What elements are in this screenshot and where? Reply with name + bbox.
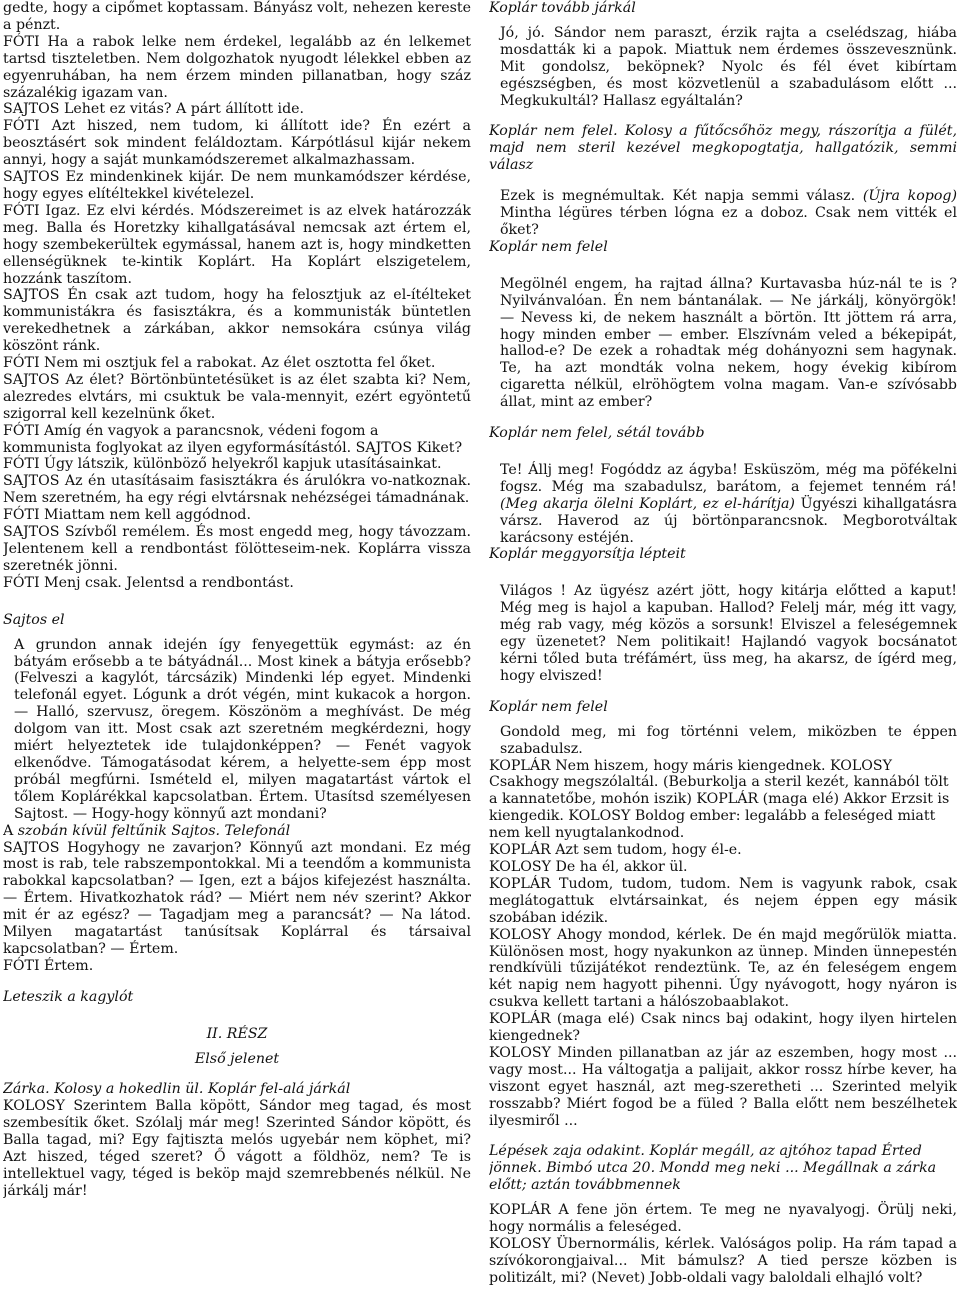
paragraph: KOLOSY Minden pillanatban az jár az eszemben, hogy most ... vagy most... Ha váltogatja a palijait, akkor rossz hírbe kever, ha viszont egyet használ, azt meg-szeretheti ... Szerinted melyik rosszabb? Miért fogod be a füled ? Balla előtt nem beszélhetek ilyesmiről ...	[489, 1044, 957, 1129]
monologue-paragraph: Jó, jó. Sándor nem paraszt, érzik rajta a cselédszag, hiába mosdatták ki a papok. Miattuk nem érdemes összevesznünk. Mit gondolsz, beköpnek? Nyolc és fél évet kibírtam egészségben, és most közvetlenül a szabadulásom előtt ... Megkukultál? Hallasz egyáltalán?	[500, 24, 957, 109]
stage-direction: Lépések zaja odakint. Koplár megáll, az ajtóhoz tapad Érted jönnek. Bimbó utca 20. Mondd meg neki ... Megállnak a zárka előtt; aztán továbbmennek	[489, 1143, 937, 1194]
text-run-italic: (Újra kopog)	[862, 188, 957, 205]
paragraph: SAJTOS Az élet? Börtönbüntetésüket is az élet szabta ki? Nem, alezredes elvtárs, mi csuktuk be vala-mennyit, ezért egyöntetű szigorral kell kezelnünk őket.	[3, 371, 471, 422]
paragraph: FÓTI Nem mi osztjuk fel a rabokat. Az élet osztotta fel őket.	[3, 355, 436, 372]
monologue-paragraph	[489, 462, 957, 547]
text-run: Mintha légüres térben lógna ez a doboz. Csak nem vitték el őket?	[500, 205, 957, 238]
paragraph: FÓTI Amíg én vagyok a parancsnok, védeni fogom a kommunista foglyokat az ilyen egyformásítástól. SAJTOS Kiket?	[3, 422, 463, 456]
paragraph: SAJTOS Hogyhogy ne zavarjon? Könnyű azt mondani. Ez még most is rab, tele rabszempontokkal. Mi a teendőm a kommunista rabokkal kapcsolatban? — Igen, ezt a bájos kifejezést használta. — Értem. Hivatkozhatok rád? — Miért nem név szerint? Akkor mit ér az egész? — Tagadjam meg a parancsát? — Na látod. Milyen magatartást tanúsítsak Koplárral és társaival kapcsolatban? — Értem.	[3, 839, 471, 957]
paragraph: FÓTI Úgy látszik, különböző helyekről kapjuk utasításainkat.	[3, 456, 442, 473]
stage-direction: Koplár nem felel, sétál tovább	[489, 425, 705, 442]
paragraph: SAJTOS Ez mindenkinek kijár. De nem munkamódszer kérdése, hogy egyes elítéltekkel kivételezel.	[3, 169, 471, 202]
paragraph: SAJTOS Szívből remélem. És most engedd meg, hogy távozzam. Jelentenem kell a rendbontást fölötteseim-nek. Koplárra vissza szeretnék jönni.	[3, 524, 471, 574]
paragraph: FÓTI Igaz. Ez elvi kérdés. Módszereimet is az elvek határozzák meg. Balla és Horetzky kihallgatásával nemcsak azt értem el, hogy szembekerültek egymással, hanem azt is, hogy mindketten ellenségüknek te-kintik Koplárt. Ha Koplárt elszigetelem, hozzánk taszítom.	[3, 202, 471, 287]
paragraph: FÓTI Azt hiszed, nem tudom, ki állított ide? Én ezért a beosztásért sok mindent feláldoztam. Kárpótlásul kijár nekem annyi, hogy a saját munkamódszeremet alkalmazhassam.	[3, 118, 471, 169]
paragraph: FÓTI Miattam nem kell aggódnod.	[3, 507, 251, 524]
stage-direction: Sajtos el	[3, 611, 65, 628]
monologue-paragraph: A grundon annak idején így fenyegettük egymást: az én bátyám erősebb a te bátyádnál... Most kinek a bátyja erősebb? (Felveszi a kagylót, tárcsázik) Mindenki lép egyet. Mindenki telefonál egyet. Lógunk a drót végén, mint kukacok a horgon. — Halló, szervusz, öregem. Köszönöm a meghívást. De még dolgom van itt. Most csak azt szeretném megkérdezni, hogy miért helyeztetek ide tulajdonképpen? — Fenét vagyok elkenődve. Támogatásodat kérem, a helyette-sem épp most próbál megfúrni. Ismételd el, milyen magatartást vártok el tőlem Koplárékkal kapcsolatban. Értem. Utasítsd személyesen Sajtost. — Hogy-hogy könnyű azt mondani?	[14, 636, 471, 822]
right-column	[489, 0, 957, 1295]
paragraph: SAJTOS Az én utasításaim fasisztákra és árulókra vo-natkoznak. Nem szeretném, ha egy régi elvtársnak nehézségei támadnának.	[3, 473, 471, 507]
paragraph: KOLOSY Übernormális, kérlek. Valóságos polip. Ha rám tapad a szívókorongjaival... Mit bámulsz? A tied persze közben is politizált, mi? (Nevet) Jobb-oldali vagy baloldali elhajló volt?	[489, 1236, 957, 1286]
monologue-paragraph: Világos ! Az ügyész azért jött, hogy kitárja előtted a kaput! Még meg is hajol a kapuban. Hallod? Felelj már, még itt vagy, még rab vagy, még közös a sorsunk! Elviszel a feleségemnek egy üzenetet? Nem politikait! Hajlandó vagyok bocsánatot kérni tőled buta tréfámért, üss meg, ha akarsz, de ígérd meg, hogy elviszed!	[500, 583, 957, 684]
paragraph: KOLOSY Ahogy mondod, kérlek. De én majd megőrülök miatta. Különösen most, hogy nyakunkon az ünnep. Minden ünnepestén rendkívüli tűzijátékot rendeztünk. Te, az én feleségem engem két napig nem hagyott pihenni. Úgy nyávogott, hogy nyáron is csukva kellett tartani a hálószobaablakot.	[489, 926, 957, 1011]
paragraph: SAJTOS Én csak azt tudom, hogy ha felosztjuk az el-ítélteket kommunistákra és fasisztákra, és a kommunisták büntetlen verekedhetnek a zárkában, akkor nemsokára csúnya világ köszönt ránk.	[3, 287, 471, 355]
stage-direction-italic: szobán kívül feltűnik Sajtos. Telefonál	[17, 822, 291, 839]
paragraph: KOLOSY De ha él, akkor ül.	[489, 858, 688, 875]
paragraph: SAJTOS Lehet ez vitás? A párt állított ide.	[3, 101, 305, 118]
monologue-paragraph: Gondold meg, mi fog történni velem, miközben te éppen szabadulsz.	[500, 723, 957, 757]
paragraph: FÓTI Értem.	[3, 957, 94, 974]
stage-direction	[3, 823, 471, 840]
paragraph: FÓTI Ha a rabok lelke nem érdekel, legalább az én lelkemet tartsd tiszteletben. Nem dolgozhatok nyugodt lélekkel ebben az egyenruhában, ha nem érzem minden pillanatban, hogy száz százalékig igazam van.	[3, 33, 471, 101]
paragraph: gedte, hogy a cipőmet koptassam. Bányász volt, nehezen kereste a pénzt.	[3, 0, 471, 33]
stage-direction: Zárka. Kolosy a hokedlin ül. Koplár fel-alá járkál	[3, 1081, 351, 1098]
scene-heading: Első jelenet	[194, 1050, 280, 1067]
paragraph: KOPLÁR Tudom, tudom, tudom. Nem is vagyunk rabok, csak meglátogattuk elvtársainkat, és nejem éppen egy másik szobában idézik.	[489, 875, 957, 926]
stage-direction: Koplár nem felel	[489, 698, 608, 715]
paragraph: KOPLÁR Azt sem tudom, hogy él-e.	[489, 842, 742, 859]
paragraph: KOLOSY Szerintem Balla köpött, Sándor meg tagad, és most szembesítik őket. Szólalj már meg! Szerinted Sándor köpött, és Balla tagad, mi? Egy fajtiszta melós ugyebár nem köphet, mi? Azt hiszed, téged szeret? Ő vágott a földhöz, nem? Te is intellektuel vagy, téged is beköp majd szemrebbenés nélkül. Ne járkálj már!	[3, 1098, 471, 1199]
paragraph: FÓTI Menj csak. Jelentsd a rendbontást.	[3, 574, 294, 591]
text-run: Te! Állj meg! Fogóddz az ágyba! Esküszöm, még ma pöfékelni fogsz. Még ma szabadulsz, barátom, a fejemet tenném rá!	[500, 461, 957, 495]
paragraph: KOPLÁR (maga elé) Csak nincs baj odakint, hogy ilyen hirtelen kiengednek?	[489, 1011, 957, 1045]
left-column	[3, 0, 471, 1295]
monologue-paragraph	[489, 188, 957, 239]
paragraph: KOPLÁR A fene jön értem. Te meg ne nyavalyogj. Örülj neki, hogy normális a feleséged.	[489, 1202, 957, 1236]
stage-direction: Koplár tovább járkál	[489, 0, 636, 16]
monologue-paragraph: Megölnél engem, ha rajtad állna? Kurtavasba húz-nál te is ? Nyilvánvalóan. Én nem bántanálak. — Ne járkálj, könyörgök! — Nevess ki, de nekem használt a börtön. Itt jöttem rá arra, hogy minden ember — ember. Elszívnám veled a békepipát, hallod-e? De ezek a rohadtak még dohányozni sem hagynak. Te, ha azt mondták volna nekem, hogy évekig kibírom cigaretta nélkül, elröhögtem volna magam. Van-e szívósabb állat, mint az ember?	[500, 275, 957, 411]
text-run: Ezek is megnémultak. Két napja semmi válasz.	[500, 188, 863, 205]
stage-direction: Koplár nem felel. Kolosy a fűtőcsőhöz megy, rászorítja a fülét, majd nem steril kezével megkopogtatja, hallgatózik, semmi válasz	[489, 123, 957, 174]
stage-direction: Koplár nem felel	[489, 238, 608, 255]
stage-direction-prefix: A	[3, 822, 18, 839]
text-run: Ügyészi kihallgatásra vársz. Haverod az új börtönparancsnok. Megborotváltak karácsony estéjén.	[500, 495, 957, 546]
stage-direction: Koplár meggyorsítja lépteit	[489, 546, 686, 563]
paragraph: KOPLÁR Nem hiszem, hogy máris kiengednek. KOLOSY Csakhogy megszólaltál. (Beburkolja a steril kezét, kannából tölt a kannatetőbe, mohón iszik) KOPLÁR (maga elé) Akkor Erzsit is kiengedik. KOLOSY Boldog ember: legalább a feleséged miatt nem kell nyugtalankodnod.	[489, 757, 950, 842]
part-heading: II. RÉSZ	[206, 1025, 268, 1042]
text-run-italic: (Meg akarja ölelni Koplárt, ez el-hárítja)	[500, 495, 795, 512]
stage-direction: Leteszik a kagylót	[3, 988, 134, 1005]
